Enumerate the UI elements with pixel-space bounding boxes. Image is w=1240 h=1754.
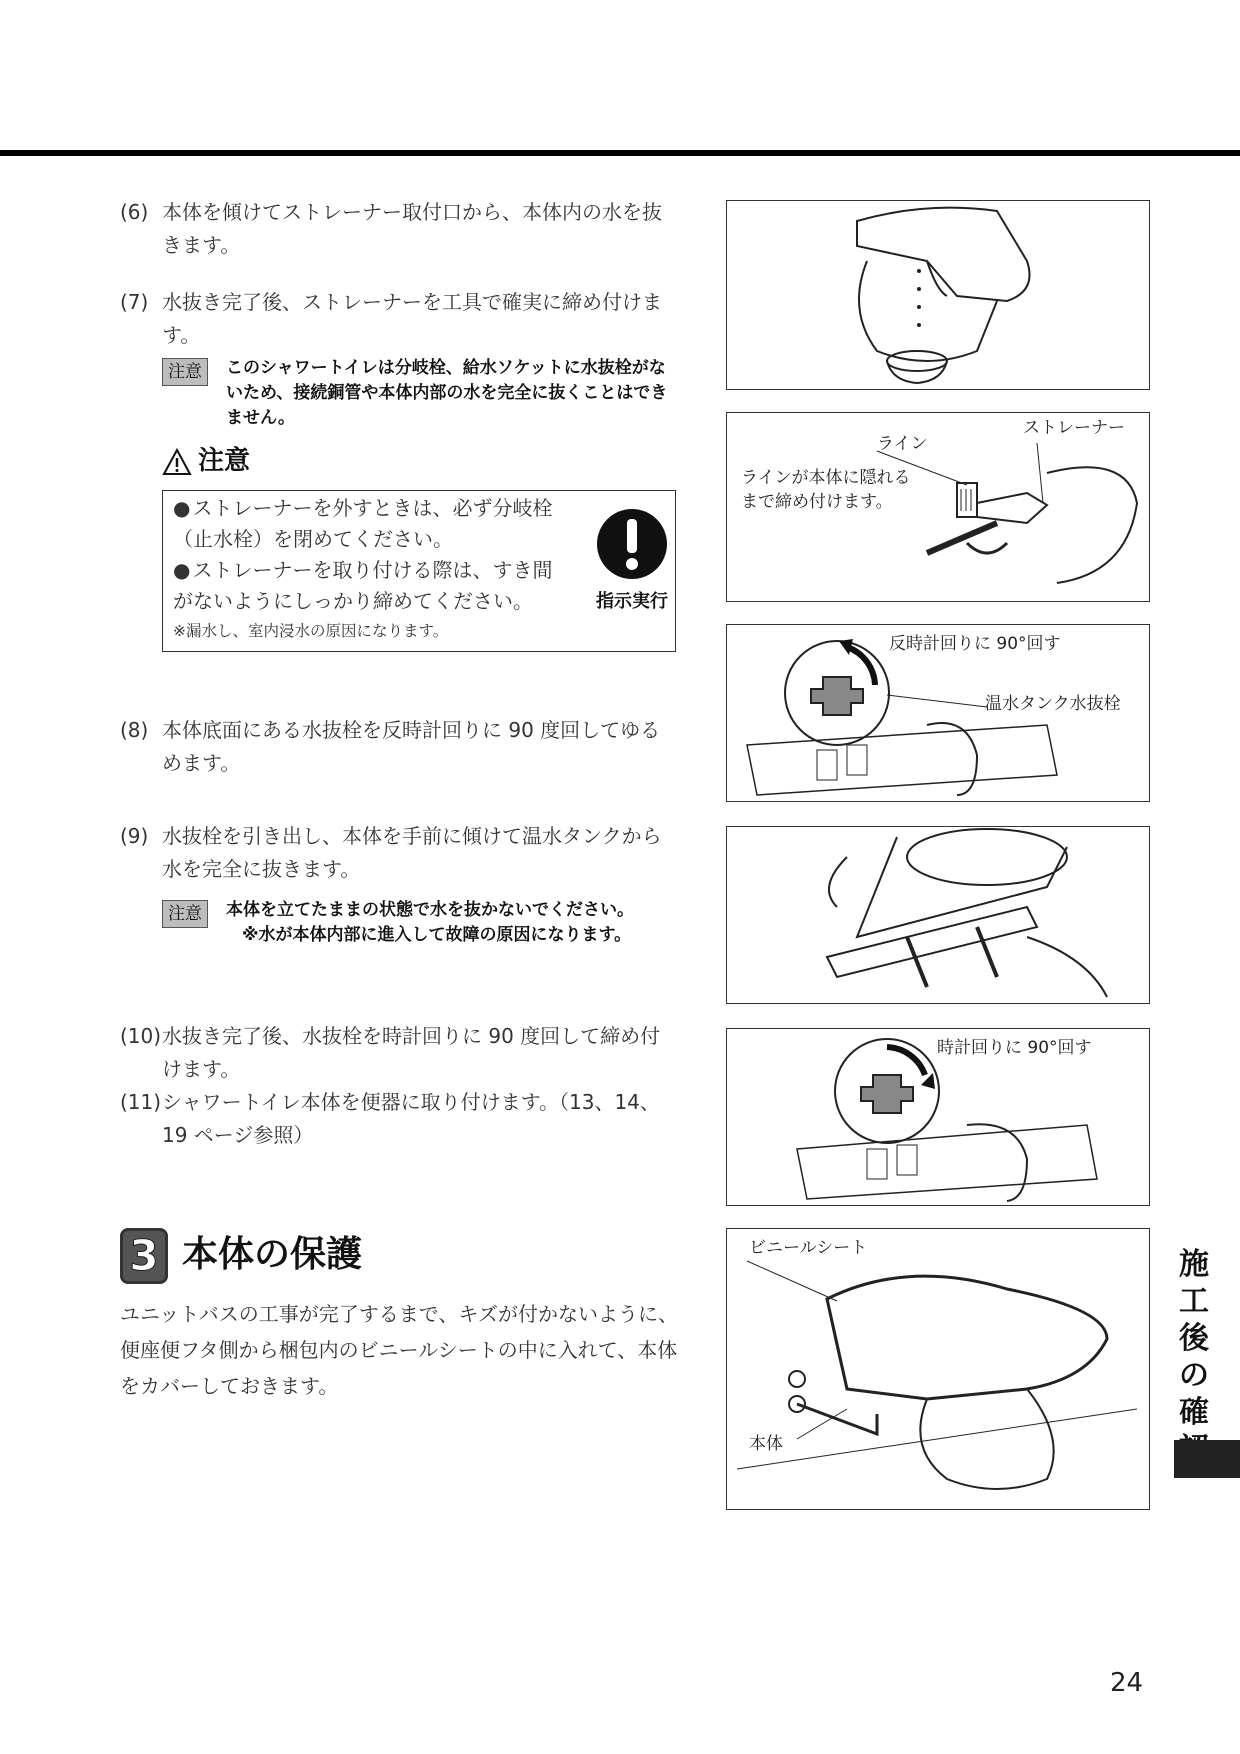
step-number: (7) (120, 290, 149, 314)
rotate-cw-label: 時計回りに 90°回す (937, 1038, 1092, 1058)
step-text: 水抜き完了後、水抜栓を時計回りに 90 度回して締め付けます。 (162, 1024, 661, 1081)
caution-bullet-2 (173, 555, 563, 617)
figure-drain-water (726, 200, 1150, 390)
figure-strainer (726, 412, 1150, 602)
vinyl-sheet-label: ビニールシート (749, 1238, 868, 1258)
mandatory-action-mark (591, 507, 673, 613)
figure-vinyl-cover (726, 1228, 1150, 1510)
figure-loosen-plug (726, 624, 1150, 802)
chapter-tab: 施工後の確 (1179, 1247, 1209, 1430)
step-7 (120, 286, 680, 352)
instruction-line-1: ラインが本体に隠れる (741, 468, 911, 488)
step-number: (11) (120, 1090, 162, 1114)
bullet-icon: ● (173, 558, 191, 582)
exclamation-icon (595, 507, 669, 581)
figure-tilt-drain (726, 826, 1150, 1004)
step-number: (9) (120, 824, 149, 848)
section-heading (120, 1226, 362, 1284)
bullet-text: ストレーナーを外すときは、必ず分岐栓（止水栓）を閉めてください。 (173, 496, 553, 551)
strainer-label: ストレーナー (1023, 418, 1125, 438)
chapter-tab-marker (1174, 1440, 1240, 1478)
note-badge: 注意 (162, 358, 208, 386)
section-body: ユニットバスの工事が完了するまで、キズが付かないように、便座便フタ側から梱包内のビニールシートの中に入れて、本体をカバーしておきます。 (120, 1302, 678, 1398)
tilt-drain-illustration (727, 827, 1150, 1004)
bullet-icon: ● (173, 496, 191, 520)
section-title: 本体の保護 (182, 1234, 363, 1275)
rotate-ccw-label: 反時計回りに 90°回す (889, 634, 1061, 654)
step-10 (120, 1020, 680, 1086)
figure-tighten-plug (726, 1028, 1150, 1206)
step-number: (6) (120, 200, 149, 224)
plug-label: 温水タンク水抜栓 (985, 694, 1121, 714)
step-8 (120, 714, 680, 780)
caution-title: 注意 (198, 446, 251, 476)
mandatory-label: 指示実行 (596, 591, 668, 612)
page-number: 24 (1110, 1668, 1144, 1698)
note-text: 本体を立てたままの状態で水を抜かないでください。 ※水が本体内部に進入して故障の原因になります。 (226, 900, 634, 945)
caution-box (162, 490, 676, 652)
vinyl-cover-illustration (727, 1229, 1150, 1510)
instruction-line-2: まで締め付けます。 (741, 492, 893, 512)
note-text: このシャワートイレは分岐栓、給水ソケットに水抜栓がないため、接続銅管や本体内部の水を完全に抜くことはできません。 (226, 358, 668, 428)
step-text: 本体底面にある水抜栓を反時計回りに 90 度回してゆるめます。 (162, 718, 661, 775)
step-text: 本体を傾けてストレーナー取付口から、本体内の水を抜きます。 (162, 200, 662, 257)
step-text: シャワートイレ本体を便器に取り付けます。（13、14、19 ページ参照） (162, 1090, 660, 1147)
note-1 (162, 356, 682, 431)
step-number: (8) (120, 718, 149, 742)
caution-heading (162, 440, 250, 477)
caution-footnote: ※漏水し、室内浸水の原因になります。 (173, 622, 449, 640)
toilet-tilt-illustration (727, 201, 1150, 390)
body-label: 本体 (749, 1434, 783, 1454)
step-6 (120, 196, 680, 262)
warning-triangle-icon (162, 448, 192, 476)
section-number: 3 (120, 1228, 168, 1284)
note-2 (162, 898, 682, 948)
step-text: 水抜き完了後、ストレーナーを工具で確実に締め付けます。 (162, 290, 662, 347)
step-number: (10) (120, 1024, 162, 1048)
step-text: 水抜栓を引き出し、本体を手前に傾けて温水タンクから水を完全に抜きます。 (162, 824, 662, 881)
top-rule (0, 150, 1240, 156)
bullet-text: ストレーナーを取り付ける際は、すき間がないようにしっかり締めてください。 (173, 558, 553, 613)
caution-bullet-1 (173, 493, 563, 555)
note-badge: 注意 (162, 900, 208, 928)
step-9 (120, 820, 680, 886)
line-label: ライン (877, 434, 928, 454)
step-11 (120, 1086, 680, 1152)
